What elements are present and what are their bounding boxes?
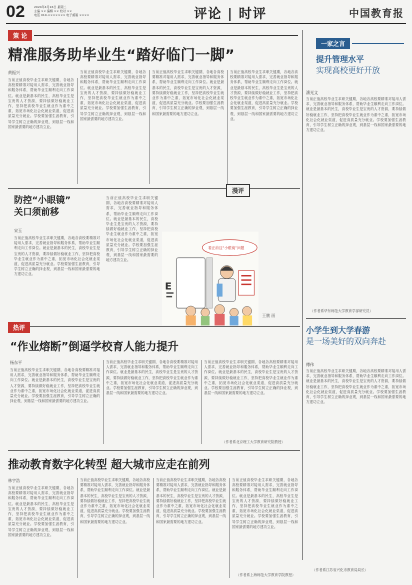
side-top-body: 当前正值高校毕业生求职关键期，各地各高校要精准对接用人需求，完善就业指导和服务体系，帮助毕业生顺利走向工作岗位。就业是最基本的民生，高校毕业生是宝贵的人才资源，要持续做好稳就业工作，坚持把高校毕业生就业作为重中之重，拓宽市场化社会化就业渠道，促进高质量充分就业。学校要加强生涯教育，引导学生树立正确的择业观，到基层一线和国家最需要的地方建功立业。 bbox=[306, 97, 406, 133]
section-divider bbox=[8, 188, 300, 189]
child-head bbox=[186, 306, 196, 316]
bottom-column-2: 当前正值高校毕业生求职关键期，各地各高校要精准对接用人需求，完善就业指导和服务体系，帮助毕业生顺利走向工作岗位。就业是最基本的民生，高校毕业生是宝贵的人才资源，要持续做好稳就业工作，坚持把高校毕业生就业作为重中之重，拓宽市场化社会化就业渠道，促进高质量充分就业。学校要加强生涯教育，引导学生树立正确的择业观，到基层一线和国家最需要的地方建功立业。 bbox=[80, 478, 150, 524]
middle-column-2: 当前正值高校毕业生求职关键期，各地各高校要精准对接用人需求，完善就业指导和服务体系，帮助毕业生顺利走向工作岗位。就业是最基本的民生，高校毕业生是宝贵的人才资源，要持续做好稳就业工作，坚持把高校毕业生就业作为重中之重，拓宽市场化社会化就业渠道，促进高质量充分就业。学校要加强生涯教育，引导学生树立正确的择业观，到基层一线和国家最需要的地方建功立业。 bbox=[106, 360, 198, 396]
tablet-screen bbox=[176, 258, 205, 308]
lead-byline: 黄振兴 bbox=[8, 70, 20, 75]
side-top-footer: （作者系华东师范大学教育学部研究员） bbox=[310, 309, 373, 313]
speech-bubble-text: 看正前这“小眼镜”问题 bbox=[208, 246, 245, 251]
column-divider bbox=[77, 78, 78, 184]
sign-board bbox=[238, 271, 254, 295]
side-bottom-byline: 傅伟 bbox=[306, 362, 314, 367]
column-divider bbox=[153, 478, 154, 578]
cartoon-headline-1: 防控“小眼镜” bbox=[14, 196, 71, 206]
column-divider bbox=[227, 70, 228, 184]
eye-chart-line bbox=[166, 296, 172, 297]
cartoon-illustration bbox=[162, 192, 296, 322]
child-body bbox=[230, 316, 239, 325]
lead-column-1: 当前正值高校毕业生求职关键期，各地各高校要精准对接用人需求，完善就业指导和服务体系，帮助毕业生顺利走向工作岗位。就业是最基本的民生，高校毕业生是宝贵的人才资源，要持续做好稳就业工作，坚持把高校毕业生就业作为重中之重，拓宽市场化社会化就业渠道，促进高质量充分就业。学校要加强生涯教育，引导学生树立正确的择业观，到基层一线和国家最需要的地方建功立业。 bbox=[8, 78, 74, 129]
meta-line: 主编 ×× 编辑 ×× 校对 ×× bbox=[34, 9, 72, 13]
tablet-edge bbox=[207, 258, 213, 308]
side-bottom-headline-1: 小学生到大学春游 bbox=[306, 326, 370, 335]
middle-headline: “作业熔断”倒逼学校育人能力提升 bbox=[10, 340, 179, 353]
child-body bbox=[243, 315, 252, 325]
side-top-headline-2: 实现高校更好开放 bbox=[316, 66, 380, 75]
teacher-arm bbox=[217, 284, 223, 297]
side-bottom-body: 当前正值高校毕业生求职关键期，各地各高校要精准对接用人需求，完善就业指导和服务体系，帮助毕业生顺利走向工作岗位。就业是最基本的民生，高校毕业生是宝贵的人才资源，要持续做好稳就业工作，坚持把高校毕业生就业作为重中之重，拓宽市场化社会化就业渠道，促进高质量充分就业。学校要加强生涯教育，引导学生树立正确的择业观，到基层一线和国家最需要的地方建功立业。 bbox=[306, 369, 406, 405]
lead-column-3: 当前正值高校毕业生求职关键期，各地各高校要精准对接用人需求，完善就业指导和服务体系，帮助毕业生顺利走向工作岗位。就业是最基本的民生，高校毕业生是宝贵的人才资源，要持续做好稳就业工作，坚持把高校毕业生就业作为重中之重，拓宽市场化社会化就业渠道，促进高质量充分就业。学校要加强生涯教育，引导学生树立正确的择业观，到基层一线和国家最需要的地方建功立业。 bbox=[152, 70, 224, 116]
tag-rule bbox=[34, 35, 298, 36]
section-divider bbox=[8, 326, 300, 327]
side-bottom-headline-2: 是一场美好的双向奔赴 bbox=[306, 337, 386, 346]
cartoon-article-col2: 当前正值高校毕业生求职关键期，各地各高校要精准对接用人需求，完善就业指导和服务体系，帮助毕业生顺利走向工作岗位。就业是最基本的民生，高校毕业生是宝贵的人才资源，要持续做好稳就业工作，坚持把高校毕业生就业作为重中之重，拓宽市场化社会化就业渠道，促进高质量充分就业。学校要加强生涯教育，引导学生树立正确的择业观，到基层一线和国家最需要的地方建功立业。 bbox=[106, 196, 158, 263]
sign-line bbox=[241, 284, 251, 285]
middle-column-3: 当前正值高校毕业生求职关键期，各地各高校要精准对接用人需求，完善就业指导和服务体系，帮助毕业生顺利走向工作岗位。就业是最基本的民生，高校毕业生是宝贵的人才资源，要持续做好稳就业工作，坚持把高校毕业生就业作为重中之重，拓宽市场化社会化就业渠道，促进高质量充分就业。学校要加强生涯教育，引导学生树立正确的择业观，到基层一线和国家最需要的地方建功立业。 bbox=[204, 360, 298, 396]
sign-line bbox=[241, 275, 251, 276]
middle-byline: 杨东平 bbox=[10, 360, 22, 365]
page-number: 02 bbox=[6, 2, 25, 21]
side-divider bbox=[306, 318, 406, 319]
section-tag-manping: 漫评 bbox=[226, 184, 250, 197]
meta-line: 电话 010-××××××× 电子邮箱 ×××× bbox=[34, 13, 90, 17]
child-head bbox=[201, 308, 210, 317]
child-head bbox=[215, 305, 225, 315]
section-tag-yijiazhiyan: 一家之言 bbox=[316, 38, 350, 49]
eye-chart-e: E bbox=[164, 281, 172, 293]
masthead bbox=[6, 2, 406, 24]
section-tag-celun: 策 论 bbox=[8, 30, 32, 41]
column-divider bbox=[229, 478, 230, 578]
tag-rule bbox=[352, 43, 404, 44]
bottom-headline: 推动教育数字化转型 超大城市应走在前列 bbox=[8, 458, 210, 471]
child-head bbox=[230, 308, 239, 317]
child-body bbox=[186, 315, 196, 325]
section-tag-repping: 热评 bbox=[8, 322, 30, 333]
masthead-meta bbox=[34, 5, 154, 17]
side-top-byline: 潘光文 bbox=[306, 90, 318, 95]
bottom-column-1: 当前正值高校毕业生求职关键期，各地各高校要精准对接用人需求，完善就业指导和服务体系，帮助毕业生顺利走向工作岗位。就业是最基本的民生，高校毕业生是宝贵的人才资源，要持续做好稳就业工作，坚持把高校毕业生就业作为重中之重，拓宽市场化社会化就业渠道，促进高质量充分就业。学校要加强生涯教育，引导学生树立正确的择业观，到基层一线和国家最需要的地方建功立业。 bbox=[8, 486, 74, 537]
lead-column-4: 当前正值高校毕业生求职关键期，各地各高校要精准对接用人需求，完善就业指导和服务体系，帮助毕业生顺利走向工作岗位。就业是最基本的民生，高校毕业生是宝贵的人才资源，要持续做好稳就业工作，坚持把高校毕业生就业作为重中之重，拓宽市场化社会化就业渠道，促进高质量充分就业。学校要加强生涯教育，引导学生树立正确的择业观，到基层一线和国家最需要的地方建功立业。 bbox=[230, 70, 298, 121]
cartoon-article-body: 当前正值高校毕业生求职关键期，各地各高校要精准对接用人需求，完善就业指导和服务体系，帮助毕业生顺利走向工作岗位。就业是最基本的民生，高校毕业生是宝贵的人才资源，要持续做好稳就业工作，坚持把高校毕业生就业作为重中之重，拓宽市场化社会化就业渠道，促进高质量充分就业。学校要加强生涯教育，引导学生树立正确的择业观，到基层一线和国家最需要的地方建功立业。 bbox=[14, 236, 100, 277]
lead-column-2: 当前正值高校毕业生求职关键期，各地各高校要精准对接用人需求，完善就业指导和服务体系，帮助毕业生顺利走向工作岗位。就业是最基本的民生，高校毕业生是宝贵的人才资源，要持续做好稳就业工作，坚持把高校毕业生就业作为重中之重，拓宽市场化社会化就业渠道，促进高质量充分就业。学校要加强生涯教育，引导学生树立正确的择业观，到基层一线和国家最需要的地方建功立业。 bbox=[80, 70, 146, 121]
middle-footer: （作者系北京理工大学教育研究院教授） bbox=[222, 440, 285, 444]
sign-line bbox=[241, 279, 251, 280]
newspaper-brand: 中国教育报 bbox=[349, 9, 404, 20]
child-body bbox=[201, 316, 210, 325]
bottom-footer: （作者系上海师范大学教育学院教授） bbox=[236, 573, 296, 577]
bottom-column-4: 当前正值高校毕业生求职关键期，各地各高校要精准对接用人需求，完善就业指导和服务体系，帮助毕业生顺利走向工作岗位。就业是最基本的民生，高校毕业生是宝贵的人才资源，要持续做好稳就业工作，坚持把高校毕业生就业作为重中之重，拓宽市场化社会化就业渠道，促进高质量充分就业。学校要加强生涯教育，引导学生树立正确的择业观，到基层一线和国家最需要的地方建功立业。 bbox=[232, 478, 298, 529]
column-divider bbox=[103, 360, 104, 444]
middle-column-1: 当前正值高校毕业生求职关键期，各地各高校要精准对接用人需求，完善就业指导和服务体系，帮助毕业生顺利走向工作岗位。就业是最基本的民生，高校毕业生是宝贵的人才资源，要持续做好稳就业工作，坚持把高校毕业生就业作为重中之重，拓宽市场化社会化就业渠道，促进高质量充分就业。学校要加强生涯教育，引导学生树立正确的择业观，到基层一线和国家最需要的地方建功立业。 bbox=[10, 368, 100, 404]
sidebar-divider bbox=[302, 30, 303, 560]
bottom-byline: 林宇浩 bbox=[8, 478, 20, 483]
bottom-column-3: 当前正值高校毕业生求职关键期，各地各高校要精准对接用人需求，完善就业指导和服务体系，帮助毕业生顺利走向工作岗位。就业是最基本的民生，高校毕业生是宝贵的人才资源，要持续做好稳就业工作，坚持把高校毕业生就业作为重中之重，拓宽市场化社会化就业渠道，促进高质量充分就业。学校要加强生涯教育，引导学生树立正确的择业观，到基层一线和国家最需要的地方建功立业。 bbox=[156, 478, 226, 524]
eye-chart-line bbox=[166, 292, 173, 293]
lead-headline: 精准服务助毕业生“踏好临门一脚” bbox=[8, 48, 235, 64]
cartoon-byline: 宋玉 bbox=[14, 228, 22, 233]
child-head bbox=[242, 306, 251, 315]
column-divider bbox=[149, 70, 150, 184]
column-divider bbox=[77, 478, 78, 578]
cartoon-headline-2: 关口须前移 bbox=[14, 208, 60, 218]
meta-line: 2024年4月16日 星期二 bbox=[34, 5, 67, 9]
cartoon-credit: 王鹏 画 bbox=[262, 313, 276, 318]
side-bottom-footer: （作者系江苏省兴化市教育局局长） bbox=[312, 568, 368, 572]
section-title: 评论 | 时评 bbox=[194, 7, 267, 22]
side-top-headline-1: 提升管理水平 bbox=[316, 55, 364, 64]
column-divider bbox=[201, 360, 202, 444]
section-divider bbox=[8, 450, 300, 451]
child-body bbox=[215, 314, 225, 326]
